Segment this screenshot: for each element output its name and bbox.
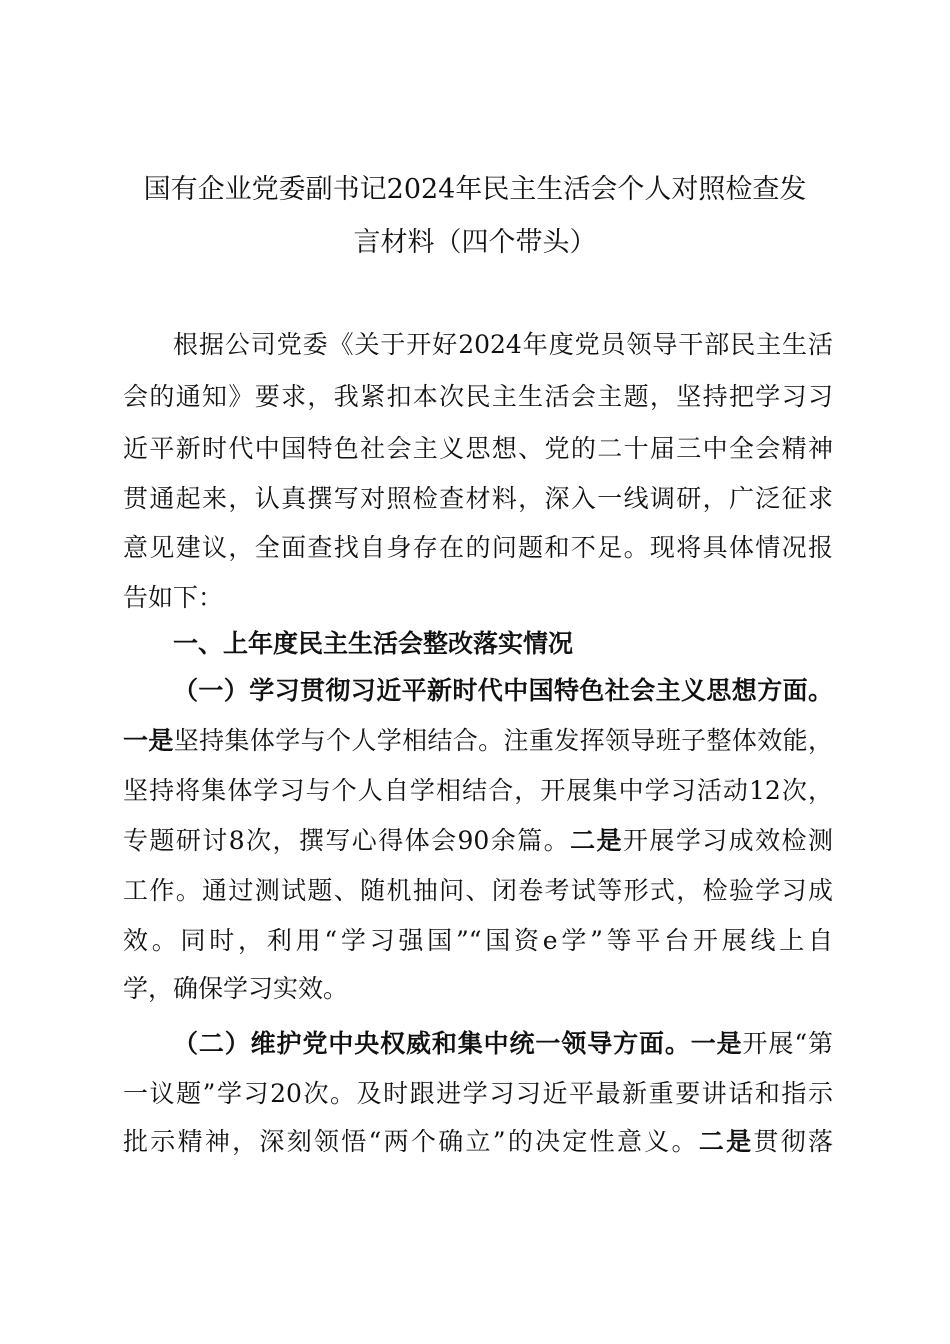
paragraph-line [123,876,833,906]
bold-text: 一是 [123,726,174,755]
bold-text: （二）维护党中央权威和集中统一领导方面。 [173,1029,691,1058]
text: 工作。通过测试题、随机抽问、闭卷考试等形式，检验学习成 [123,876,833,905]
paragraph-line [123,484,833,514]
paragraph-line [123,926,833,956]
paragraph-line [123,826,833,856]
paragraph-line [123,382,833,412]
text: 告如下： [123,583,224,612]
section-heading-line [123,1029,833,1059]
text: 批示精神，深刻领悟“两个确立”的决定性意义。 [123,1127,699,1156]
bold-text: 二是 [698,1127,754,1156]
paragraph-line [123,776,833,806]
text: 专题研讨8次，撰写心得体会90余篇。 [123,826,571,855]
text: 开展“第 [742,1029,833,1058]
bold-text: 一、上年度民主生活会整改落实情况 [173,629,574,658]
section-heading-line [123,629,833,659]
text: 开展学习成效检测 [622,826,833,855]
text: 贯彻落 [753,1127,833,1156]
paragraph-line [123,583,833,613]
bold-text: 二是 [570,826,623,855]
text: 一议题”学习20次。及时跟进学习习近平最新重要讲话和指示 [123,1079,833,1108]
paragraph-line [123,533,833,563]
document-title-line-2: 言材料（四个带头） [353,227,597,258]
paragraph-line [123,434,833,464]
paragraph-line [123,1127,833,1157]
text: 效。同时，利用“学习强国”“国资e学”等平台开展线上自 [123,926,833,955]
section-heading-line [123,676,833,706]
bold-text: （一）学习贯彻习近平新时代中国特色社会主义思想方面。 [173,676,833,705]
text: 意见建议，全面查找自身存在的问题和不足。现将具体情况报 [123,533,833,562]
paragraph-line [123,1079,833,1109]
text: 近平新时代中国特色社会主义思想、党的二十届三中全会精神 [123,434,833,463]
text: 会的通知》要求，我紧扣本次民主生活会主题，坚持把学习习 [123,382,833,411]
paragraph-line [123,330,833,360]
paragraph-line [123,974,833,1004]
paragraph-line [123,726,833,756]
bold-text: 一是 [690,1029,743,1058]
text: 坚持集体学与个人学相结合。注重发挥领导班子整体效能， [173,726,833,755]
text: 根据公司党委《关于开好2024年度党员领导干部民主生活 [173,330,833,359]
text: 贯通起来，认真撰写对照检查材料，深入一线调研，广泛征求 [123,484,833,513]
document-title-line-1: 国有企业党委副书记2024年民主生活会个人对照检查发 [143,174,807,205]
text: 学，确保学习实效。 [123,974,349,1003]
text: 坚持将集体学习与个人自学相结合，开展集中学习活动12次， [123,776,833,805]
